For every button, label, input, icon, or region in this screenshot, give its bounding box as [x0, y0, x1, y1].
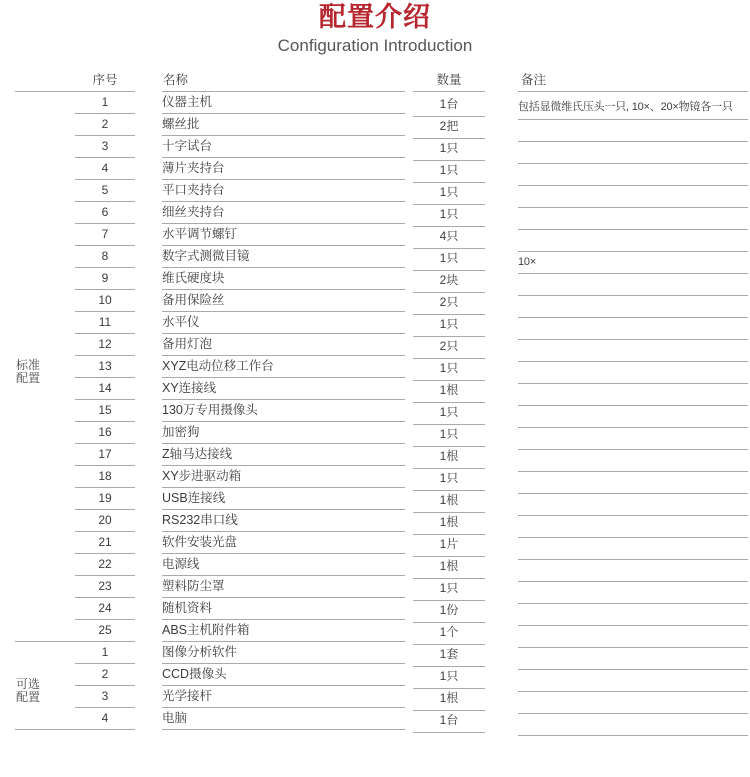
name-text: 电脑	[162, 711, 188, 725]
qty-cell	[413, 403, 485, 425]
serial-cell	[75, 598, 135, 620]
name-cell	[162, 466, 405, 488]
name-cell	[162, 224, 405, 246]
qty-text: 1套	[439, 647, 459, 661]
name-cell	[162, 554, 405, 576]
name-text: 随机资料	[162, 601, 213, 615]
qty-cell	[413, 645, 485, 667]
serial-text: 13	[98, 359, 112, 373]
name-text: 数字式测微目镜	[162, 249, 250, 263]
remark-cell	[518, 208, 748, 230]
remark-cell	[518, 340, 748, 362]
remark-cell	[518, 648, 748, 670]
qty-text: 1只	[439, 427, 459, 441]
name-cell	[162, 532, 405, 554]
qty-cell	[413, 161, 485, 183]
name-text: 薄片夹持台	[162, 161, 225, 175]
remark-cell	[518, 142, 748, 164]
qty-text: 4只	[439, 229, 459, 243]
serial-text: 15	[98, 403, 112, 417]
qty-cell	[413, 117, 485, 139]
name-cell	[162, 686, 405, 708]
name-cell	[162, 378, 405, 400]
serial-text: 14	[98, 381, 112, 395]
name-text: 备用保险丝	[162, 293, 225, 307]
remark-cell	[518, 406, 748, 428]
serial-cell	[75, 180, 135, 202]
name-text: 光学接杆	[162, 689, 213, 703]
serial-cell	[75, 246, 135, 268]
name-text: 维氏硬度块	[162, 271, 225, 285]
remark-text: 包括显微维氏压头一只, 10×、20×物镜各一只	[518, 101, 733, 113]
serial-cell	[75, 268, 135, 290]
group-divider-line	[15, 641, 135, 642]
serial-text: 16	[98, 425, 112, 439]
name-cell	[162, 620, 405, 642]
name-cell	[162, 290, 405, 312]
serial-text: 21	[98, 535, 112, 549]
qty-cell	[413, 623, 485, 645]
name-text: 备用灯泡	[162, 337, 213, 351]
qty-text: 2只	[439, 295, 459, 309]
header-underline-qty	[413, 91, 485, 92]
serial-text: 1	[101, 95, 109, 109]
group-label-line: 可选	[16, 677, 41, 691]
qty-text: 1台	[439, 97, 459, 111]
serial-cell	[75, 488, 135, 510]
qty-cell	[413, 535, 485, 557]
name-column	[162, 92, 405, 730]
serial-cell	[75, 312, 135, 334]
serial-cell	[75, 334, 135, 356]
qty-text: 1根	[439, 493, 459, 507]
qty-cell	[413, 381, 485, 403]
serial-text: 5	[101, 183, 109, 197]
qty-cell	[413, 95, 485, 117]
name-text: USB连接线	[162, 491, 226, 505]
remark-cell	[518, 384, 748, 406]
remark-cell	[518, 450, 748, 472]
serial-cell	[75, 400, 135, 422]
serial-cell	[75, 642, 135, 664]
qty-text: 1根	[439, 515, 459, 529]
qty-text: 2把	[439, 119, 459, 133]
qty-text: 1根	[439, 691, 459, 705]
remark-text: 10×	[518, 256, 537, 268]
remark-cell	[518, 714, 748, 736]
group-divider-line	[15, 729, 135, 730]
serial-text: 25	[98, 623, 112, 637]
name-text: 仪器主机	[162, 95, 213, 109]
remark-cell	[518, 98, 748, 120]
group-label-line: 配置	[16, 371, 41, 385]
serial-cell	[75, 664, 135, 686]
qty-text: 1只	[439, 251, 459, 265]
name-text: 水平调节螺钉	[162, 227, 238, 241]
serial-text: 9	[101, 271, 109, 285]
qty-text: 1根	[439, 449, 459, 463]
remark-cell	[518, 538, 748, 560]
name-cell	[162, 114, 405, 136]
remark-cell	[518, 494, 748, 516]
serial-text: 8	[101, 249, 109, 263]
name-cell	[162, 136, 405, 158]
column-header-name: 名称	[163, 73, 189, 87]
remark-cell	[518, 428, 748, 450]
qty-cell	[413, 711, 485, 733]
serial-cell	[75, 554, 135, 576]
name-cell	[162, 334, 405, 356]
qty-cell	[413, 447, 485, 469]
qty-cell	[413, 601, 485, 623]
serial-text: 6	[101, 205, 109, 219]
qty-text: 1个	[439, 625, 459, 639]
column-header-serial: 序号	[92, 73, 118, 87]
qty-cell	[413, 183, 485, 205]
serial-cell	[75, 532, 135, 554]
remark-cell	[518, 186, 748, 208]
serial-text: 2	[101, 667, 109, 681]
serial-text: 24	[98, 601, 112, 615]
name-cell	[162, 158, 405, 180]
serial-column	[15, 92, 135, 730]
qty-text: 1份	[439, 603, 459, 617]
remark-cell	[518, 560, 748, 582]
serial-text: 4	[101, 711, 109, 725]
remark-cell	[518, 582, 748, 604]
name-text: XY连接线	[162, 381, 217, 395]
page-subtitle: Configuration Introduction	[277, 36, 473, 55]
name-cell	[162, 92, 405, 114]
name-text: Z轴马达接线	[162, 447, 233, 461]
name-text: RS232串口线	[162, 513, 238, 527]
remark-cell	[518, 230, 748, 252]
column-header-remark: 备注	[521, 73, 547, 87]
name-cell	[162, 444, 405, 466]
name-text: 130万专用摄像头	[162, 403, 258, 417]
name-text: ABS主机附件箱	[162, 623, 250, 637]
name-text: 塑料防尘罩	[162, 579, 225, 593]
name-cell	[162, 598, 405, 620]
group-label-line: 标准	[16, 358, 41, 372]
qty-text: 1根	[439, 559, 459, 573]
qty-text: 2只	[439, 339, 459, 353]
name-text: XY步进驱动箱	[162, 469, 242, 483]
qty-cell	[413, 491, 485, 513]
qty-text: 1根	[439, 383, 459, 397]
name-cell	[162, 576, 405, 598]
remark-cell	[518, 626, 748, 648]
name-text: XYZ电动位移工作台	[162, 359, 274, 373]
qty-cell	[413, 249, 485, 271]
header-underline-remark	[518, 91, 748, 92]
name-cell	[162, 180, 405, 202]
serial-text: 4	[101, 161, 109, 175]
remark-cell	[518, 670, 748, 692]
name-cell	[162, 246, 405, 268]
serial-text: 10	[98, 293, 112, 307]
serial-text: 12	[98, 337, 112, 351]
name-cell	[162, 708, 405, 730]
qty-text: 1只	[439, 471, 459, 485]
name-cell	[162, 488, 405, 510]
name-cell	[162, 400, 405, 422]
name-cell	[162, 664, 405, 686]
remark-cell	[518, 164, 748, 186]
remark-cell	[518, 472, 748, 494]
remark-cell	[518, 604, 748, 626]
serial-text: 20	[98, 513, 112, 527]
serial-text: 18	[98, 469, 112, 483]
qty-cell	[413, 271, 485, 293]
qty-cell	[413, 513, 485, 535]
serial-text: 7	[101, 227, 109, 241]
serial-cell	[75, 224, 135, 246]
serial-cell	[75, 422, 135, 444]
serial-text: 1	[101, 645, 109, 659]
qty-text: 1只	[439, 581, 459, 595]
page-title: 配置介绍	[319, 2, 431, 32]
column-header-qty: 数量	[436, 73, 462, 87]
name-text: 水平仪	[162, 315, 200, 329]
name-text: 螺丝批	[162, 117, 200, 131]
serial-cell	[75, 620, 135, 642]
qty-text: 1只	[439, 317, 459, 331]
remark-cell	[518, 318, 748, 340]
name-cell	[162, 312, 405, 334]
name-cell	[162, 510, 405, 532]
qty-column	[413, 95, 485, 733]
qty-text: 1只	[439, 185, 459, 199]
qty-cell	[413, 557, 485, 579]
serial-cell	[75, 686, 135, 708]
qty-cell	[413, 227, 485, 249]
name-text: CCD摄像头	[162, 667, 227, 681]
serial-cell	[75, 576, 135, 598]
serial-cell	[75, 378, 135, 400]
remark-cell	[518, 362, 748, 384]
qty-cell	[413, 205, 485, 227]
qty-cell	[413, 337, 485, 359]
serial-cell	[75, 136, 135, 158]
remark-cell	[518, 516, 748, 538]
serial-text: 23	[98, 579, 112, 593]
serial-cell	[75, 510, 135, 532]
qty-text: 1只	[439, 207, 459, 221]
qty-cell	[413, 579, 485, 601]
qty-cell	[413, 469, 485, 491]
name-text: 平口夹持台	[162, 183, 225, 197]
qty-cell	[413, 689, 485, 711]
qty-text: 1只	[439, 405, 459, 419]
serial-cell	[75, 114, 135, 136]
name-text: 细丝夹持台	[162, 205, 225, 219]
name-text: 加密狗	[162, 425, 200, 439]
name-cell	[162, 202, 405, 224]
remark-cell	[518, 274, 748, 296]
qty-cell	[413, 315, 485, 337]
qty-text: 1只	[439, 163, 459, 177]
name-cell	[162, 356, 405, 378]
qty-text: 2块	[439, 273, 459, 287]
serial-text: 19	[98, 491, 112, 505]
serial-text: 3	[101, 139, 109, 153]
qty-cell	[413, 667, 485, 689]
name-text: 图像分析软件	[162, 645, 238, 659]
qty-cell	[413, 359, 485, 381]
serial-cell	[75, 466, 135, 488]
serial-text: 3	[101, 689, 109, 703]
qty-cell	[413, 139, 485, 161]
serial-cell	[75, 290, 135, 312]
name-text: 软件安装光盘	[162, 535, 238, 549]
serial-cell	[75, 444, 135, 466]
qty-text: 1片	[439, 537, 459, 551]
serial-text: 22	[98, 557, 112, 571]
name-cell	[162, 642, 405, 664]
name-text: 十字试台	[162, 139, 213, 153]
qty-text: 1只	[439, 669, 459, 683]
qty-cell	[413, 425, 485, 447]
serial-cell	[75, 708, 135, 730]
name-cell	[162, 422, 405, 444]
serial-cell	[75, 202, 135, 224]
serial-cell	[75, 92, 135, 114]
qty-text: 1台	[439, 713, 459, 727]
qty-text: 1只	[439, 141, 459, 155]
serial-text: 11	[98, 315, 112, 329]
serial-cell	[75, 158, 135, 180]
serial-text: 17	[98, 447, 112, 461]
name-cell	[162, 268, 405, 290]
remark-cell	[518, 296, 748, 318]
serial-text: 2	[101, 117, 109, 131]
qty-text: 1只	[439, 361, 459, 375]
remark-cell	[518, 120, 748, 142]
remark-cell	[518, 692, 748, 714]
name-text: 电源线	[162, 557, 200, 571]
group-label-standard	[16, 359, 46, 385]
group-label-line: 配置	[16, 690, 41, 704]
qty-cell	[413, 293, 485, 315]
serial-cell	[75, 356, 135, 378]
remark-cell	[518, 252, 748, 274]
group-label-optional	[16, 678, 46, 704]
remark-column	[518, 98, 748, 736]
